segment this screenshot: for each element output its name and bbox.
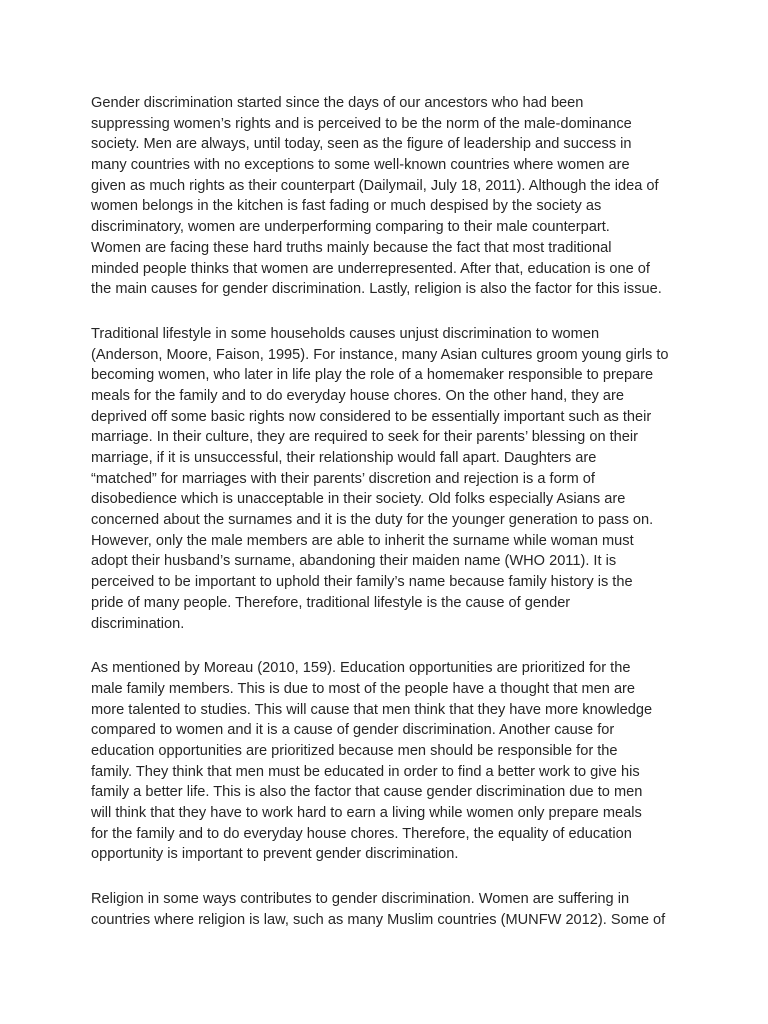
text-line: deprived off some basic rights now considered to be essentially important such as their xyxy=(91,408,652,425)
text-line: will think that they have to work hard to earn a living while women only prepare meals xyxy=(91,805,642,821)
text-line: becoming women, who later in life play the role of a homemaker responsible to prepare xyxy=(91,367,654,384)
text-line: minded people thinks that women are underrepresented. After that, education is one of xyxy=(91,260,650,277)
paragraph-4 xyxy=(91,889,708,930)
text-line: marriage, if it is unsuccessful, their relationship would fall apart. Daughters are xyxy=(91,450,597,466)
text-line: countries where religion is law, such as many Muslim countries (MUNFW 2012). Some of xyxy=(91,911,666,928)
text-line: Religion in some ways contributes to gender discrimination. Women are suffering in xyxy=(91,891,630,908)
text-line: women belongs in the kitchen is fast fading or much despised by the society as xyxy=(91,198,602,215)
text-line: “matched” for marriages with their parents’ discretion and rejection is a form of xyxy=(91,470,595,487)
text-line: meals for the family and to do everyday house chores. On the other hand, they are xyxy=(91,387,624,404)
text-line: for the family and to do everyday house chores. Therefore, the equality of education xyxy=(91,825,632,842)
text-line: Traditional lifestyle in some households causes unjust discrimination to women xyxy=(91,325,600,342)
text-line: Gender discrimination started since the days of our ancestors who had been xyxy=(91,95,584,111)
text-line: As mentioned by Moreau (2010, 159). Education opportunities are prioritized for the xyxy=(91,660,631,677)
text-line: opportunity is important to prevent gender discrimination. xyxy=(91,846,459,863)
text-line: many countries with no exceptions to some well-known countries where women are xyxy=(91,157,630,174)
text-line: the main causes for gender discrimination. Lastly, religion is also the factor for this issue. xyxy=(91,281,662,298)
paragraph-2 xyxy=(91,324,708,634)
text-line: family. They think that men must be educated in order to find a better work to give his xyxy=(91,763,640,780)
text-line: suppressing women’s rights and is perceived to be the norm of the male-dominance xyxy=(91,115,632,132)
text-line: However, only the male members are able to inherit the surname while woman must xyxy=(91,532,634,549)
text-line: society. Men are always, until today, seen as the figure of leadership and success in xyxy=(91,136,632,153)
text-line: concerned about the surnames and it is the duty for the younger generation to pass on. xyxy=(91,512,654,529)
text-line: education opportunities are prioritized because men should be responsible for the xyxy=(91,742,618,759)
text-line: disobedience which is unacceptable in their society. Old folks especially Asians are xyxy=(91,491,626,508)
text-line: family a better life. This is also the factor that cause gender discrimination due to men xyxy=(91,784,643,801)
text-line: (Anderson, Moore, Faison, 1995). For instance, many Asian cultures groom young girls to xyxy=(91,346,669,363)
text-line: discrimination. xyxy=(91,615,185,632)
text-line: compared to women and it is a cause of gender discrimination. Another cause for xyxy=(91,722,615,739)
text-line: perceived to be important to uphold their family’s name because family history is the xyxy=(91,574,633,591)
text-line: pride of many people. Therefore, traditional lifestyle is the cause of gender xyxy=(91,594,571,611)
text-line: marriage. In their culture, they are required to seek for their parents’ blessing on their xyxy=(91,429,639,446)
paragraph-1 xyxy=(91,93,708,300)
text-line: Women are facing these hard truths mainly because the fact that most traditional xyxy=(91,239,612,256)
text-line: male family members. This is due to most of the people have a thought that men are xyxy=(91,680,636,697)
text-line: given as much rights as their counterpart (Dailymail, July 18, 2011). Although the idea of xyxy=(91,177,659,194)
text-line: adopt their husband’s surname, abandoning their maiden name (WHO 2011). It is xyxy=(91,553,617,570)
paragraph-3 xyxy=(91,658,708,865)
text-line: discriminatory, women are underperforming comparing to their male counterpart. xyxy=(91,219,610,236)
text-line: more talented to studies. This will cause that men think that they have more knowledge xyxy=(91,701,653,718)
